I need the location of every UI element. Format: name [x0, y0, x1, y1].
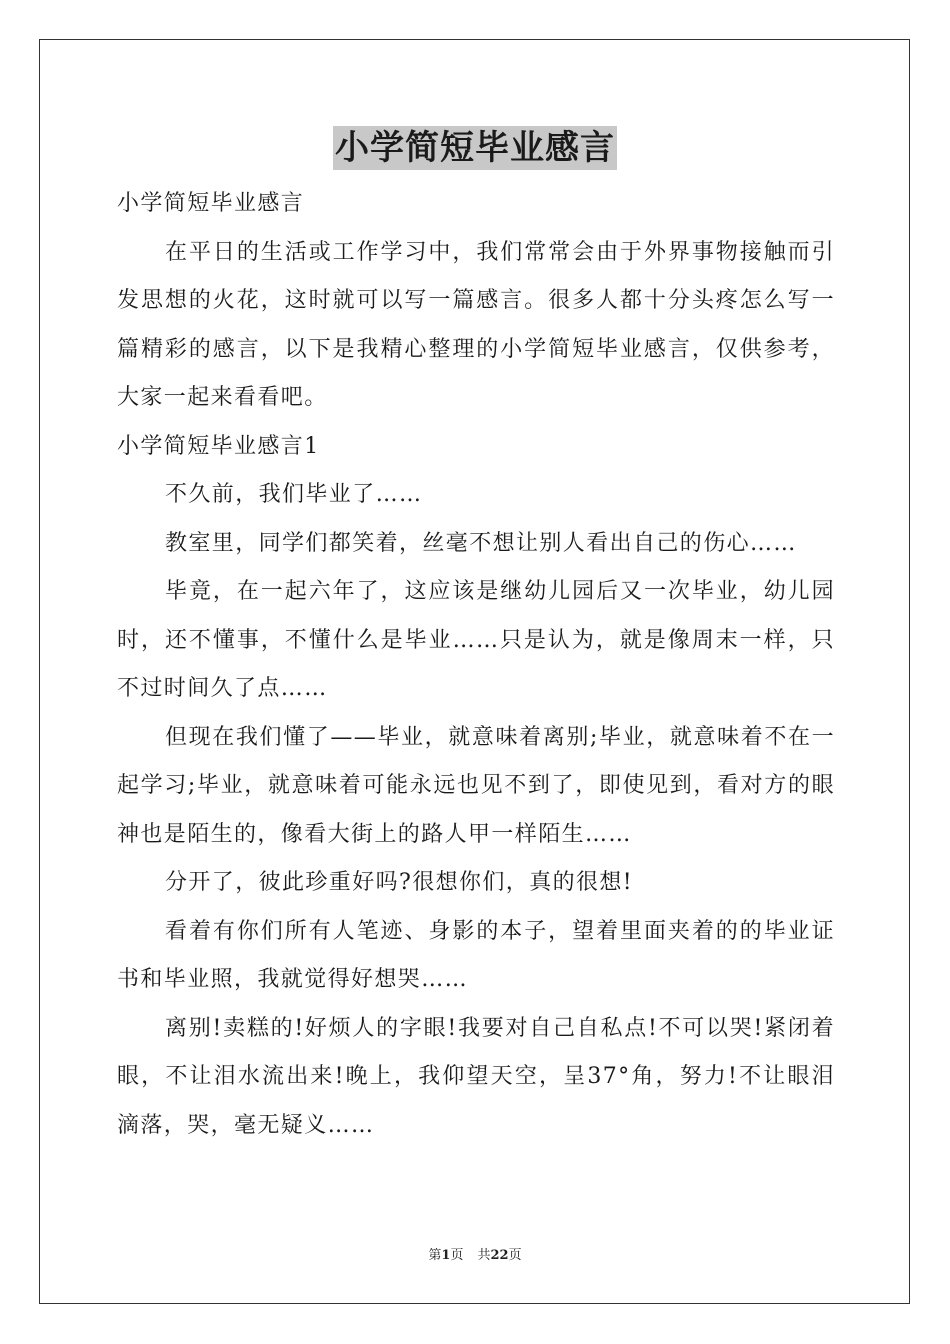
paragraph: 看着有你们所有人笔迹、身影的本子，望着里面夹着的的毕业证书和毕业照，我就觉得好想哭……	[117, 918, 835, 992]
paragraph: 分开了，彼此珍重好吗?很想你们，真的很想!	[165, 870, 634, 895]
document-body	[117, 180, 835, 1150]
paragraph: 但现在我们懂了——毕业，就意味着离别;毕业，就意味着不在一起学习;毕业，就意味着可能永远也见不到了，即使见到，看对方的眼神也是陌生的，像看大街上的路人甲一样陌生……	[117, 724, 835, 847]
page-total: 22	[490, 1248, 509, 1263]
paragraph: 在平日的生活或工作学习中，我们常常会由于外界事物接触而引发思想的火花，这时就可以写一篇感言。很多人都十分头疼怎么写一篇精彩的感言，以下是我精心整理的小学简短毕业感言，仅供参考，大家一起来看看吧。	[117, 239, 835, 410]
document-title: 小学简短毕业感言	[335, 128, 615, 168]
page-current: 1	[441, 1248, 451, 1263]
document-title-container	[0, 126, 950, 170]
total-prefix: 共	[477, 1248, 491, 1263]
paragraph: 毕竟，在一起六年了，这应该是继幼儿园后又一次毕业，幼儿园时，还不懂事，不懂什么是毕业……只是认为，就是像周末一样，只不过时间久了点……	[117, 579, 835, 701]
total-suffix: 页	[508, 1248, 522, 1263]
paragraph: 离别!卖糕的!好烦人的字眼!我要对自己自私点!不可以哭!紧闭着眼，不让泪水流出来!晚上，我仰望天空，呈37°角，努力!不让眼泪滴落，哭，毫无疑义……	[117, 1015, 835, 1138]
page-prefix: 第	[428, 1248, 442, 1263]
page-footer	[0, 1244, 950, 1263]
paragraph: 不久前，我们毕业了……	[165, 482, 423, 507]
page-suffix: 页	[450, 1248, 464, 1263]
section-heading: 小学简短毕业感言1	[117, 433, 320, 459]
paragraph: 教室里，同学们都笑着，丝毫不想让别人看出自己的伤心……	[165, 530, 797, 556]
paragraph: 小学简短毕业感言	[117, 191, 305, 216]
